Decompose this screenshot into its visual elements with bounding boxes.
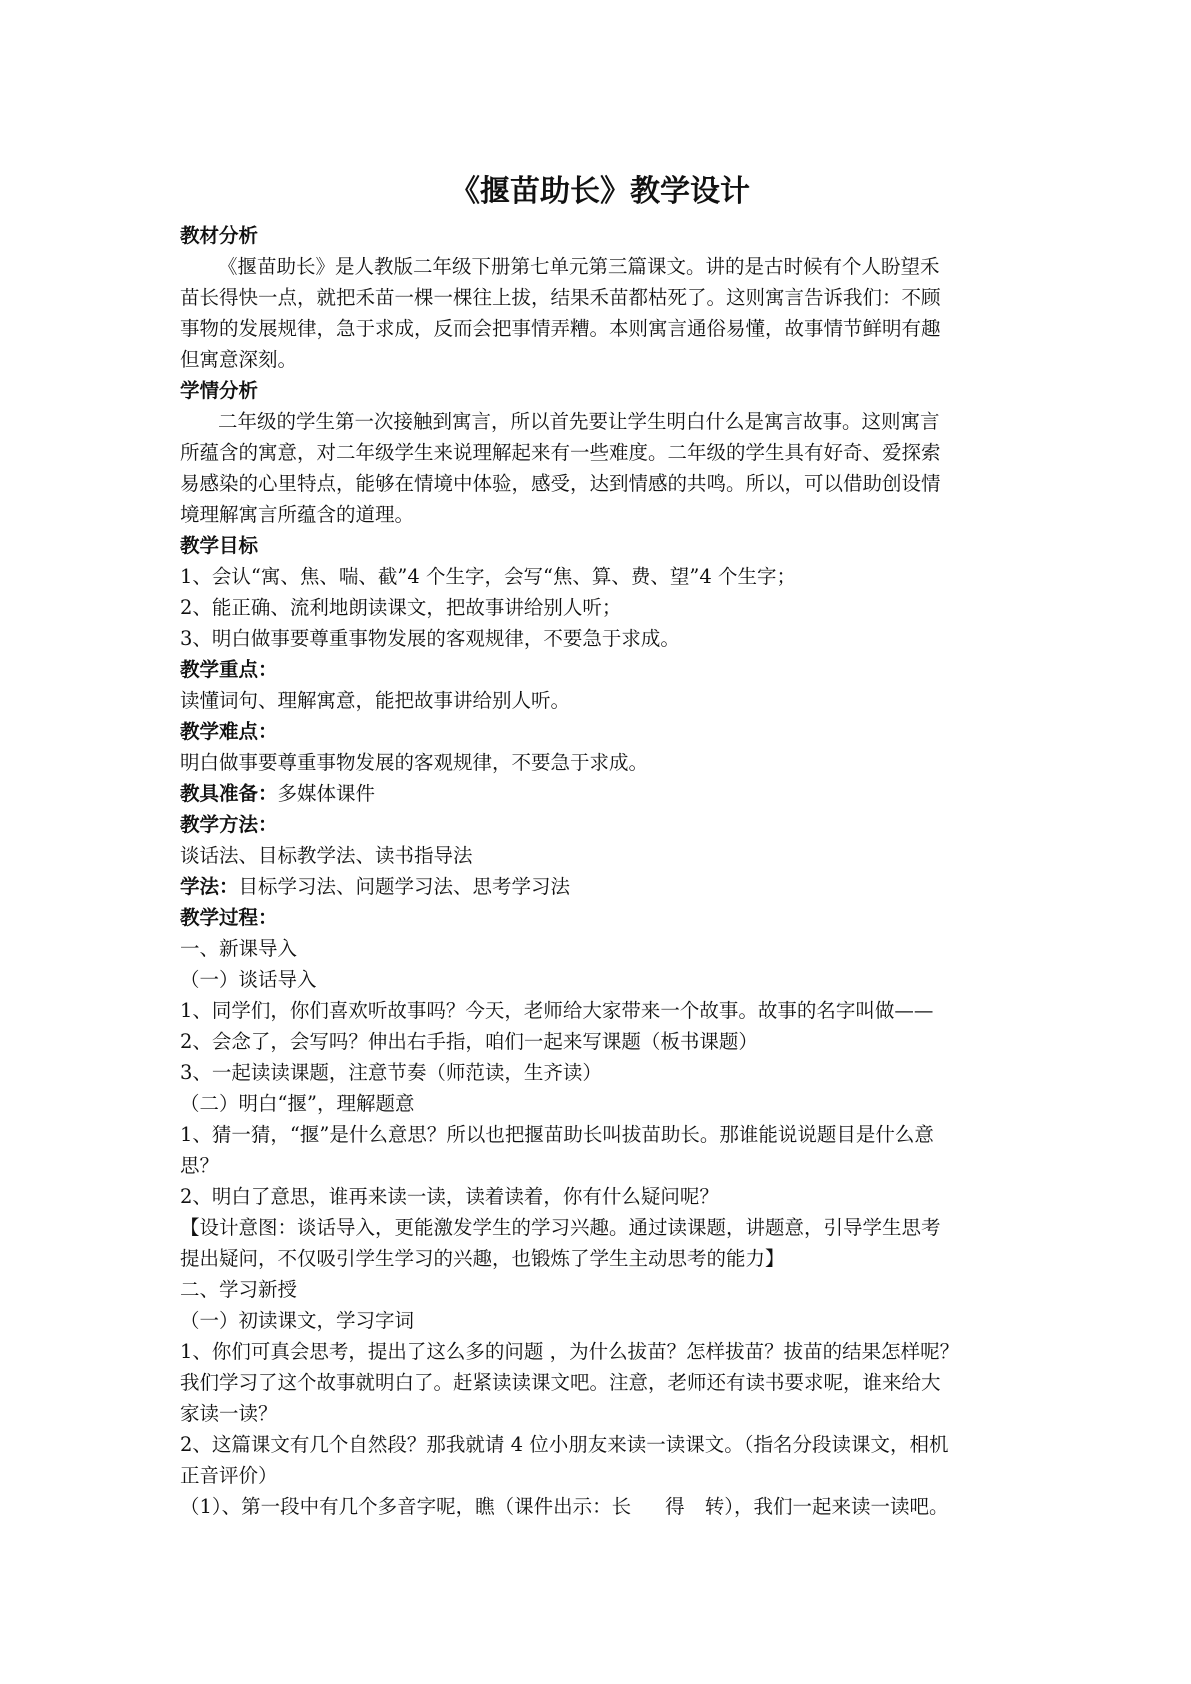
section-heading-goals: 教学目标 <box>180 534 259 557</box>
process-line: 思？ <box>180 1154 220 1177</box>
process-line: 1、你们可真会思考，提出了这么多的问题 ，为什么拔苗？怎样拔苗？拔苗的结果怎样呢？ <box>180 1340 960 1363</box>
process-line: （一）初读课文，学习字词 <box>180 1309 415 1332</box>
difficulties-text: 明白做事要尊重事物发展的客观规律，不要急于求成。 <box>180 751 649 774</box>
section-heading-student-analysis: 学情分析 <box>180 379 259 402</box>
paragraph-line: 苗长得快一点，就把禾苗一棵一棵往上拔，结果禾苗都枯死了。这则寓言告诉我们：不顾 <box>180 286 941 309</box>
paragraph-line: 《揠苗助长》是人教版二年级下册第七单元第三篇课文。讲的是古时候有个人盼望禾 <box>218 255 940 278</box>
section-heading-methods: 教学方法： <box>180 813 278 836</box>
process-line: 一、新课导入 <box>180 937 298 960</box>
paragraph-line: 事物的发展规律，急于求成，反而会把事情弄糟。本则寓言通俗易懂，故事情节鲜明有趣 <box>180 317 941 340</box>
process-last-word3: 转 <box>704 1495 725 1518</box>
learning-label: 学法： <box>180 875 239 898</box>
document-page <box>180 170 1020 1522</box>
process-line: 我们学习了这个故事就明白了。赶紧读读课文吧。注意，老师还有读书要求呢，谁来给大 <box>180 1371 941 1394</box>
process-last-before: （1）、第一段中有几个多音字呢，瞧（课件出示：长 <box>180 1495 632 1518</box>
process-line: 二、学习新授 <box>180 1278 298 1301</box>
process-last-word2: 得 <box>665 1495 685 1518</box>
process-line: 正音评价） <box>180 1464 278 1487</box>
goal-item: 3、明白做事要尊重事物发展的客观规律，不要急于求成。 <box>180 627 680 650</box>
section-heading-process: 教学过程： <box>180 906 278 929</box>
paragraph-line: 所蕴含的寓意，对二年级学生来说理解起来有一些难度。二年级的学生具有好奇、爱探索 <box>180 441 941 464</box>
process-line: 【设计意图：谈话导入，更能激发学生的学习兴趣。通过读课题，讲题意，引导学生思考 <box>180 1216 941 1239</box>
process-line: （二）明白“揠”，理解题意 <box>180 1092 415 1115</box>
process-line: 2、会念了，会写吗？伸出右手指，咱们一起来写课题（板书课题） <box>180 1030 758 1053</box>
process-line: （一）谈话导入 <box>180 968 317 991</box>
paragraph-line: 境理解寓言所蕴含的道理。 <box>180 503 415 526</box>
key-points-text: 读懂词句、理解寓意，能把故事讲给别人听。 <box>180 689 571 712</box>
process-last-after: ），我们一起来读一读吧。 <box>724 1495 949 1518</box>
process-line-last <box>180 1491 1020 1522</box>
process-line: 1、同学们，你们喜欢听故事吗？今天，老师给大家带来一个故事。故事的名字叫做—— <box>180 999 934 1022</box>
learning-text: 目标学习法、问题学习法、思考学习法 <box>238 875 571 898</box>
methods-text: 谈话法、目标教学法、读书指导法 <box>180 844 473 867</box>
section-heading-material-analysis: 教材分析 <box>180 224 259 247</box>
process-line: 1、猜一猜，“揠”是什么意思？所以也把揠苗助长叫拔苗助长。那谁能说说题目是什么意 <box>180 1123 934 1146</box>
process-line: 2、这篇课文有几个自然段？那我就请 4 位小朋友来读一读课文。（指名分段读课文，相机 <box>180 1433 949 1456</box>
paragraph-line: 二年级的学生第一次接触到寓言，所以首先要让学生明白什么是寓言故事。这则寓言 <box>218 410 940 433</box>
learning-row <box>180 871 1020 902</box>
section-heading-key-points: 教学重点： <box>180 658 278 681</box>
paragraph-line: 但寓意深刻。 <box>180 348 298 371</box>
tools-text: 多媒体课件 <box>277 782 376 805</box>
paragraph-line: 易感染的心里特点，能够在情境中体验，感受，达到情感的共鸣。所以，可以借助创设情 <box>180 472 941 495</box>
process-line: 提出疑问，不仅吸引学生学习的兴趣，也锻炼了学生主动思考的能力】 <box>180 1247 785 1270</box>
tools-row <box>180 778 1020 809</box>
section-heading-difficulties: 教学难点： <box>180 720 278 743</box>
tools-label: 教具准备： <box>180 782 278 805</box>
document-title: 《揠苗助长》教学设计 <box>450 174 750 209</box>
goal-item: 2、能正确、流利地朗读课文，把故事讲给别人听； <box>180 596 622 619</box>
process-line: 2、明白了意思，谁再来读一读，读着读着，你有什么疑问呢？ <box>180 1185 719 1208</box>
goal-item: 1、会认“寓、焦、喘、截”4 个生字，会写“焦、算、费、望”4 个生字； <box>180 565 796 588</box>
process-line: 3、一起读读课题，注意节奏（师范读，生齐读） <box>180 1061 602 1084</box>
process-line: 家读一读？ <box>180 1402 278 1425</box>
